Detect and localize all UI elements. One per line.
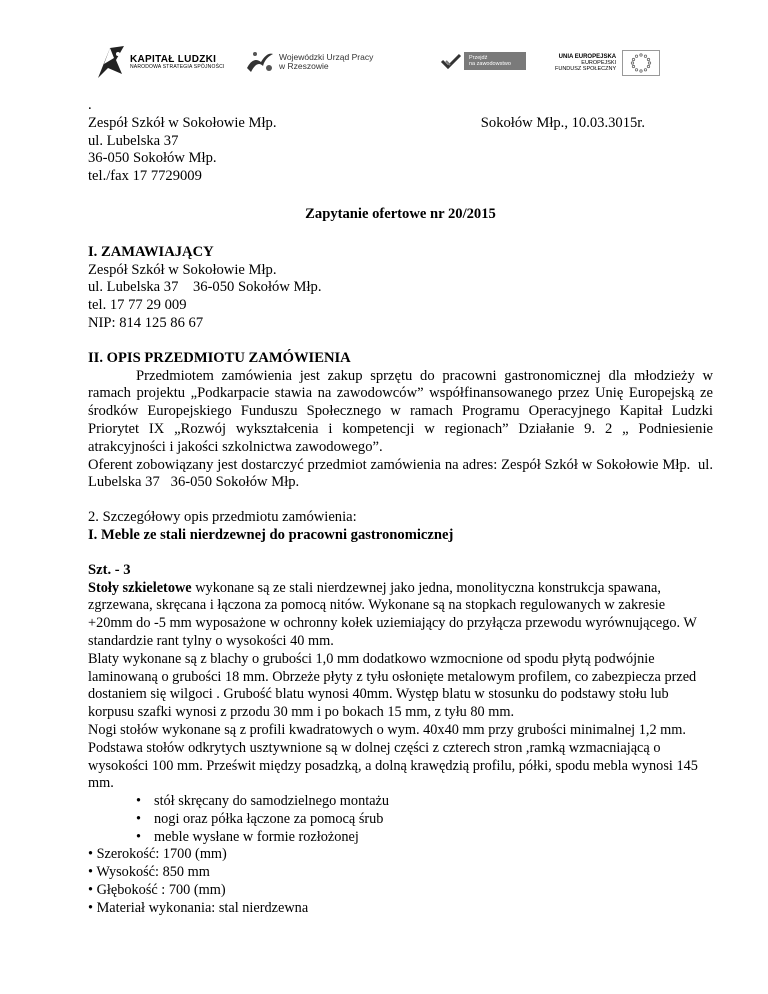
orderer-address: ul. Lubelska 37 36-050 Sokołów Młp. bbox=[88, 279, 322, 296]
checkmark-emblem-icon bbox=[440, 52, 462, 70]
assembly-list bbox=[88, 793, 713, 846]
ue-line3: FUNDUSZ SPOŁECZNY bbox=[555, 66, 617, 73]
wup-emblem-icon bbox=[245, 48, 275, 76]
stray-dot: . bbox=[88, 97, 92, 113]
section1-heading: I. ZAMAWIAJĄCY bbox=[88, 243, 214, 260]
document-title: Zapytanie ofertowe nr 20/2015 bbox=[305, 205, 496, 222]
header-row bbox=[88, 115, 713, 133]
school-phone: tel./fax 17 7729009 bbox=[88, 168, 202, 185]
logo-bar bbox=[0, 44, 768, 84]
tables-description: wykonane są ze stali nierdzewnej jako jedna, monolityczna konstrukcja spawana, zgrzewana, skręcana i łączona za pomocą nitów. Wykonane są na stopkach regulowanych w zakresie +20mm do -5 mm wyposażone w ochronny kołek uziemiający do przyłącza przewodu wyrównującego. W standardzie rant tylny o wysokości 40 mm. bbox=[88, 579, 697, 649]
kapital-ludzki-emblem-icon bbox=[96, 44, 126, 80]
section2-heading: II. OPIS PRZEDMIOTU ZAMÓWIENIA bbox=[88, 349, 351, 366]
document-body bbox=[88, 97, 717, 918]
wup-line1: Wojewódzki Urząd Pracy bbox=[279, 51, 374, 62]
przejdz-line1: Przejdź bbox=[469, 55, 488, 61]
tables-bold-lead: Stoły szkieletowe bbox=[88, 579, 192, 596]
list-item: • stół skręcany do samodzielnego montażu bbox=[136, 793, 713, 811]
wup-logo bbox=[245, 48, 373, 76]
przejdz-line2: na zawodowstwo bbox=[469, 61, 511, 68]
details-intro: 2. Szczegółowy opis przedmiotu zamówienia: bbox=[88, 509, 357, 526]
orderer-nip: NIP: 814 125 86 67 bbox=[88, 314, 204, 331]
ue-line2: EUROPEJSKI bbox=[581, 60, 617, 67]
spec-depth: • Głębokość : 700 (mm) bbox=[88, 882, 226, 899]
eu-flag-icon bbox=[622, 50, 660, 76]
quantity: Szt. - 3 bbox=[88, 561, 131, 578]
school-name: Zespół Szkół w Sokołowie Młp. bbox=[88, 114, 277, 131]
spec-material: • Materiał wykonania: stal nierdzewna bbox=[88, 899, 309, 916]
section2-paragraph1: Przedmiotem zamówienia jest zakup sprzętu do pracowni gastronomicznej dla młodzieży w ramach projektu „Podkarpacie stawia na zawodowców” współfinansowanego przez Unię Europejską ze środków Europejskiego Funduszu Społecznego w ramach Programu Operacyjnego Kapitał Ludzki Priorytet IX „Rozwój wykształcenia i kompetencji w regionach” Działanie 9. 2 „ Podniesienie atrakcyjności i jakości szkolnictwa zawodowego”. bbox=[88, 367, 713, 455]
orderer-tel: tel. 17 77 29 009 bbox=[88, 297, 187, 314]
ue-logo bbox=[555, 50, 660, 76]
details-subheading: I. Meble ze stali nierdzewnej do pracowni gastronomicznej bbox=[88, 526, 454, 543]
list-item: • meble wysłane w formie rozłożonej bbox=[136, 829, 713, 847]
wup-line2: w Rzeszowie bbox=[279, 61, 329, 71]
place-date: Sokołów Młp., 10.03.3015r. bbox=[480, 114, 645, 131]
section2-paragraph2: Oferent zobowiązany jest dostarczyć przedmiot zamówienia na adres: Zespół Szkół w Sokołowie Młp. ul. Lubelska 37 36-050 Sokołów Młp. bbox=[88, 456, 717, 491]
kapital-ludzki-title: KAPITAŁ LUDZKI bbox=[130, 53, 217, 65]
przejdz-logo bbox=[440, 52, 526, 70]
list-item: • nogi oraz półka łączone za pomocą śrub bbox=[136, 811, 713, 829]
spec-width: • Szerokość: 1700 (mm) bbox=[88, 846, 227, 863]
tables-paragraph bbox=[88, 580, 713, 651]
school-street: ul. Lubelska 37 bbox=[88, 132, 179, 149]
spec-height: • Wysokość: 850 mm bbox=[88, 864, 210, 881]
orderer-name: Zespół Szkół w Sokołowie Młp. bbox=[88, 261, 277, 278]
school-postal: 36-050 Sokołów Młp. bbox=[88, 150, 217, 167]
kapital-ludzki-logo bbox=[96, 44, 225, 80]
tops-paragraph: Blaty wykonane są z blachy o grubości 1,0 mm dodatkowo wzmocnione od spodu płytą podwójnie laminowaną o grubości 18 mm. Obrzeże płyty z tyłu osłonięte metalowym profilem, co zabezpiecza przed dostaniem się wilgoci . Grubość blatu wynosi 40mm. Występ blatu w stosunku do podstawy stołu lub korpusu szafki wynosi z przodu 30 mm i po bokach 15 mm, z tyłu 80 mm. bbox=[88, 650, 697, 721]
ue-line1: UNIA EUROPEJSKA bbox=[558, 53, 617, 60]
kapital-ludzki-subtitle: NARODOWA STRATEGIA SPÓJNOŚCI bbox=[130, 63, 225, 70]
legs-paragraph: Nogi stołów wykonane są z profili kwadratowych o wym. 40x40 mm przy grubości minimalnej 1,2 mm. Podstawa stołów odkrytych usztywnione są w dolnej części z czterech stron ,ramką wzmacniającą o wysokości 100 mm. Prześwit między posadzką, a dolną krawędzią profilu, półki, spodu mebla wynosi 145 mm. bbox=[88, 721, 698, 792]
